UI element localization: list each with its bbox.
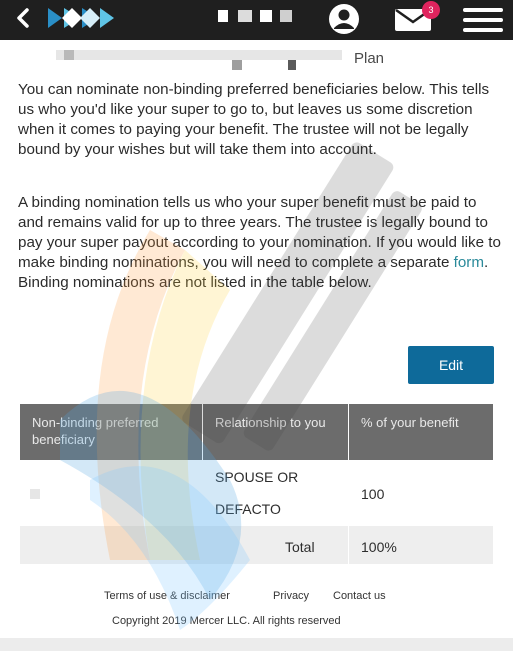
hamburger-menu-icon[interactable] [463, 8, 503, 32]
total-row [20, 526, 493, 564]
logo[interactable] [46, 4, 116, 32]
binding-description-start: A binding nomination tells us who your super benefit must be paid to and remains valid for up to three years. The trustee is legally bound to pay your super payout according to your nomination. If you would like to make binding nominations, you will need to complete a separate [18, 194, 501, 271]
back-chevron-icon[interactable] [14, 7, 32, 29]
column-header-relationship: Relationship to you [203, 404, 348, 460]
footer-link-terms[interactable]: Terms of use & disclaimer [104, 590, 230, 602]
redacted-plan-name [56, 48, 346, 68]
binding-description-end: . Binding nominations are not listed in the table below. [18, 254, 489, 291]
footer-link-contact[interactable]: Contact us [333, 590, 386, 602]
footer-link-privacy[interactable]: Privacy [273, 590, 310, 602]
redacted-pixel-blocks [218, 10, 296, 22]
redacted-beneficiary-name [30, 489, 40, 499]
column-header-percent: % of your benefit [349, 404, 493, 460]
edit-button[interactable]: Edit [408, 346, 494, 384]
account-icon[interactable] [326, 3, 362, 35]
percent-value: 100 [361, 486, 385, 502]
column-header-beneficiary: Non-binding preferred beneficiary [20, 404, 202, 460]
copyright-text: Copyright 2019 Mercer LLC. All rights reserved [112, 615, 341, 627]
relationship-value-line2: DEFACTO [215, 501, 281, 517]
total-row-divider [348, 526, 349, 564]
plan-label: Plan [354, 50, 385, 67]
form-link[interactable]: form [453, 254, 485, 271]
binding-description [18, 193, 504, 293]
total-label: Total [285, 539, 315, 555]
relationship-value-line1: SPOUSE OR [215, 469, 299, 485]
total-value: 100% [361, 539, 397, 555]
non-binding-description: You can nominate non-binding preferred beneficiaries below. This tells us who you'd like your super to go to, but leaves us some discretion when it comes to paying your benefit. The trustee will not be legally bound by your wishes but will take them into account. [18, 81, 490, 158]
mail-badge: 3 [422, 1, 440, 19]
bottom-strip [0, 638, 513, 651]
